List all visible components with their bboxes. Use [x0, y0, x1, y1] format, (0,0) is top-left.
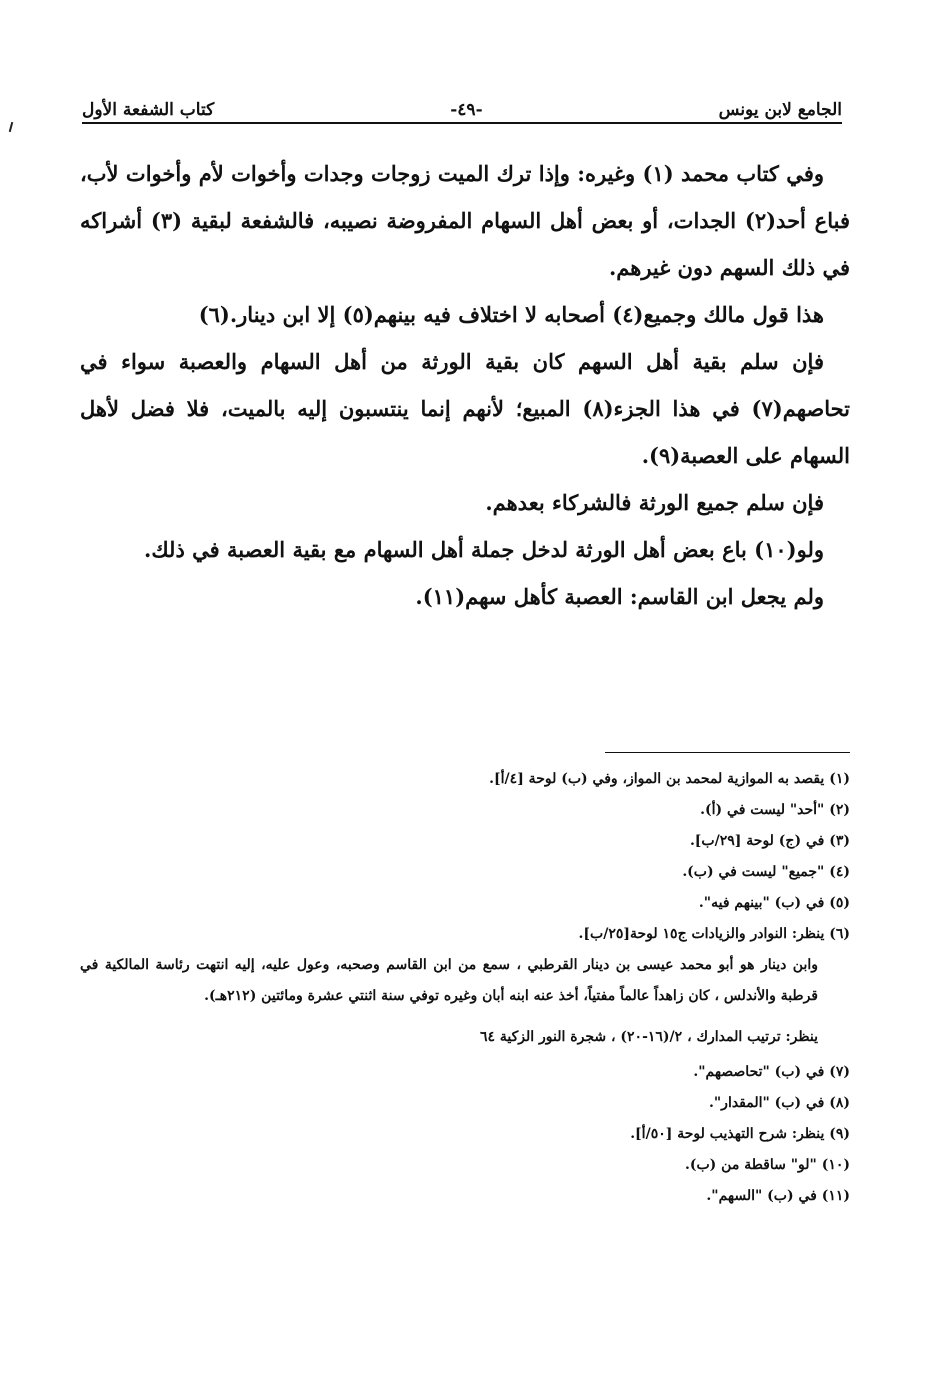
footnote: (٤) "جميع" ليست في (ب).	[682, 864, 850, 880]
page-number: -٤٩-	[450, 100, 483, 120]
footnote: (١٠) "لو" ساقطة من (ب).	[684, 1157, 850, 1173]
footnote-biography: وابن دينار هو أبو محمد عيسى بن دينار القرطبي ، سمع من ابن القاسم وصحبه، وعول عليه، إليه انتهت رئاسة المالكية في قرطبة والأندلس ، كان زاهداً عالماً مفتياً، أخذ عنه ابنه أبان وغيره توفي سنة اثنتي عشرة ومائتين (٢١٢هـ).	[80, 957, 818, 1004]
paragraph: هذا قول مالك وجميع(٤) أصحابه لا اختلاف فيه بينهم(٥) إلا ابن دينار.(٦)	[198, 302, 824, 327]
paragraph: وفي كتاب محمد (١) وغيره: وإذا ترك الميت زوجات وجدات وأخوات لأم وأخوات لأب، فباع أحد(٢) الجدات، أو بعض أهل السهام المفروضة نصيبه، فالشفعة لبقية (٣) أشراكه في ذلك السهم دون غيرهم.	[80, 161, 850, 280]
header-rule	[82, 122, 842, 124]
footnote: (٦) ينظر: النوادر والزيادات ج١٥ لوحة[٢٥/ب].	[578, 926, 850, 942]
paragraph: ولو(١٠) باع بعض أهل الورثة لدخل جملة أهل السهام مع بقية العصبة في ذلك.	[144, 537, 824, 562]
footnote: (٣) في (ج) لوحة [٢٩/ب].	[689, 833, 850, 849]
footnote: (٧) في (ب) "تحاصصهم".	[693, 1064, 850, 1080]
running-header	[82, 86, 842, 120]
footnote: (٥) في (ب) "بينهم فيه".	[698, 895, 850, 911]
header-chapter-title: كتاب الشفعة الأول	[82, 100, 215, 120]
margin-mark	[9, 122, 14, 132]
paragraph: فإن سلم بقية أهل السهم كان بقية الورثة من أهل السهام والعصبة سواء في تحاصهم(٧) في هذا الجزء(٨) المبيع؛ لأنهم إنما ينتسبون إليه بالميت، فلا فضل لأهل السهام على العصبة(٩).	[80, 349, 851, 468]
header-book-title: الجامع لابن يونس	[718, 100, 842, 120]
footnote: (٩) ينظر: شرح التهذيب لوحة [٥٠/أ].	[630, 1126, 850, 1142]
footnote: (١١) في (ب) "السهم".	[706, 1188, 850, 1204]
footnote-separator	[605, 752, 850, 753]
footnote: (٢) "أحد" ليست في (أ).	[700, 802, 850, 818]
main-text	[80, 150, 850, 620]
footnote-reference: ينظر: ترتيب المدارك ، ٢/(١٦-٢٠) ، شجرة النور الزكية ٦٤	[479, 1029, 818, 1045]
footnotes	[80, 764, 850, 1212]
paragraph: ولم يجعل ابن القاسم: العصبة كأهل سهم(١١).	[415, 584, 824, 609]
footnote: (٨) في (ب) "المقدار".	[709, 1095, 850, 1111]
paragraph: فإن سلم جميع الورثة فالشركاء بعدهم.	[485, 490, 824, 515]
footnote: (١) يقصد به الموازية لمحمد بن المواز، وفي (ب) لوحة [٤/أ].	[489, 771, 850, 787]
